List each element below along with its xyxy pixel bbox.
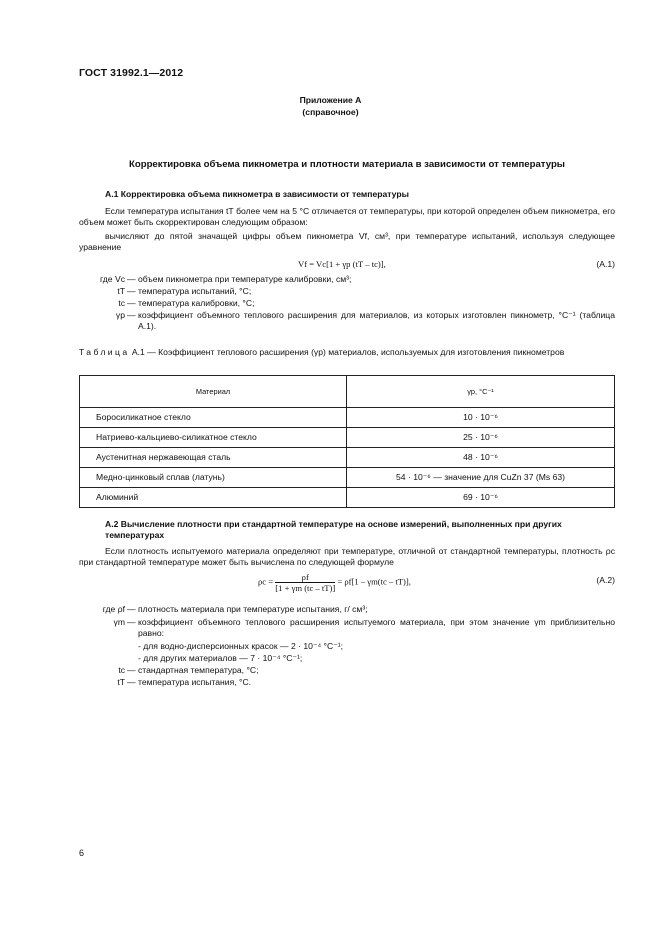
where-symbol: где ρf (102, 604, 125, 614)
where-dash: — (127, 274, 136, 284)
where-text: коэффициент объемного теплового расширения для материалов, из которых изготовлен пикнометр, °С⁻¹ (таблица А.1). (138, 310, 615, 332)
table-row (80, 488, 615, 508)
where-symbol: γm (113, 617, 125, 627)
annex-subtitle: (справочное) (302, 107, 359, 117)
where-text: объем пикнометра при температуре калибровки, см³; (138, 274, 352, 284)
where-item (79, 286, 615, 298)
equation-number-a2: (А.2) (596, 575, 615, 585)
table-cell-value: 54 · 10⁻⁶ — значение для CuZn 37 (Ms 63) (347, 468, 615, 488)
standard-number: ГОСТ 31992.1—2012 (79, 67, 184, 79)
table-cell-material: Аустенитная нержавеющая сталь (80, 448, 347, 468)
where-symbol: tc (118, 665, 125, 675)
page-number: 6 (79, 848, 85, 858)
where-item (79, 677, 615, 689)
where-symbol: γp (115, 310, 125, 320)
where-symbol: tc (118, 298, 125, 308)
formula-a2-lhs: ρc = (258, 576, 274, 587)
table-cell-material: Медно-цинковый сплав (латунь) (80, 468, 347, 488)
where-dash: — (127, 310, 136, 320)
table-cell-material: Натриево-кальциево-силикатное стекло (80, 428, 347, 448)
table-row (80, 468, 615, 488)
annex-title: Приложение А (299, 95, 362, 105)
formula-a2-numerator: ρf (275, 572, 335, 583)
main-title: Корректировка объема пикнометра и плотности материала в зависимости от температуры (129, 159, 565, 170)
where-text: температура испытаний, °С; (138, 286, 252, 296)
formula-a2 (258, 572, 411, 593)
table-caption (79, 347, 615, 358)
table-row (80, 408, 615, 428)
table-cell-material: Боросиликатное стекло (80, 408, 347, 428)
where-item (79, 604, 615, 616)
where-item (79, 665, 615, 677)
column-header-coefficient: γp, °С⁻¹ (347, 376, 615, 408)
where-dash: — (127, 286, 136, 296)
table-cell-value: 10 · 10⁻⁶ (347, 408, 615, 428)
formula-a2-rhs: = ρf[1 – γm(tc – tТ)], (337, 576, 411, 587)
table-cell-value: 69 · 10⁻⁶ (347, 488, 615, 508)
where-item (79, 617, 615, 641)
where-dash: — (127, 665, 136, 675)
where-item (79, 641, 615, 653)
table-row (80, 428, 615, 448)
formula-a2-fraction (275, 572, 335, 593)
where-item (79, 310, 615, 334)
equation-number-a1: (А.1) (596, 259, 615, 269)
where-text: температура калибровки, °С; (138, 298, 255, 308)
section-a1-para1: Если температура испытания tТ более чем на 5 °С отличается от температуры, при которой определен объем пикнометра, его объем может быть скорректирован следующим образом: (79, 206, 615, 228)
column-header-material: Материал (80, 376, 347, 408)
where-text: температура испытания, °С. (138, 677, 252, 687)
table-cell-material: Алюминий (80, 488, 347, 508)
where-symbol: tТ (117, 286, 125, 296)
where-text: - для водно-дисперсионных красок — 2 · 10⁻⁴ °С⁻¹; (138, 641, 343, 651)
section-a2-para1: Если плотность испытуемого материала определяют при температуре, отличной от стандартной температуры, плотность ρc при стандартной температуре может быть вычислена по следующей формуле (79, 546, 615, 568)
table-cell-value: 25 · 10⁻⁶ (347, 428, 615, 448)
table-caption-text: А.1 — Коэффициент теплового расширения (γp) материалов, используемых для изготовления пикнометров (131, 347, 565, 357)
section-a1-para2: вычисляют до пятой значащей цифры объем пикнометра Vf, см³, при температуре испытаний, используя следующее уравнение (79, 231, 615, 253)
where-item (79, 653, 615, 665)
where-item (79, 274, 615, 286)
where-symbol: где Vc (100, 274, 125, 284)
table-header-row (80, 376, 615, 408)
section-a1-title: А.1 Корректировка объема пикнометра в зависимости от температуры (105, 189, 409, 199)
table-cell-value: 48 · 10⁻⁶ (347, 448, 615, 468)
section-a2-title: А.2 Вычисление плотности при стандартной температуре на основе измерений, выполненных при других температурах (105, 519, 562, 541)
where-text: стандартная температура, °С; (138, 665, 259, 675)
where-text: - для других материалов — 7 · 10⁻⁴ °С⁻¹; (138, 653, 303, 663)
where-text: плотность материала при температуре испытания, г/ см³; (138, 604, 368, 614)
coefficient-table (79, 375, 615, 508)
where-text: коэффициент объемного теплового расширения испытуемого материала, при этом значение γm приблизительно равно: (138, 617, 615, 639)
where-dash: — (127, 298, 136, 308)
table-caption-prefix: Таблица (79, 347, 130, 357)
table-row (80, 448, 615, 468)
where-dash: — (127, 617, 136, 627)
where-symbol: tТ (117, 677, 125, 687)
formula-a1: Vf = Vc[1 + γp (tТ – tc)], (298, 259, 386, 269)
where-item (79, 298, 615, 310)
formula-a2-denominator: [1 + γm (tc – tТ)] (275, 583, 336, 593)
where-dash: — (127, 604, 136, 614)
where-dash: — (127, 677, 136, 687)
